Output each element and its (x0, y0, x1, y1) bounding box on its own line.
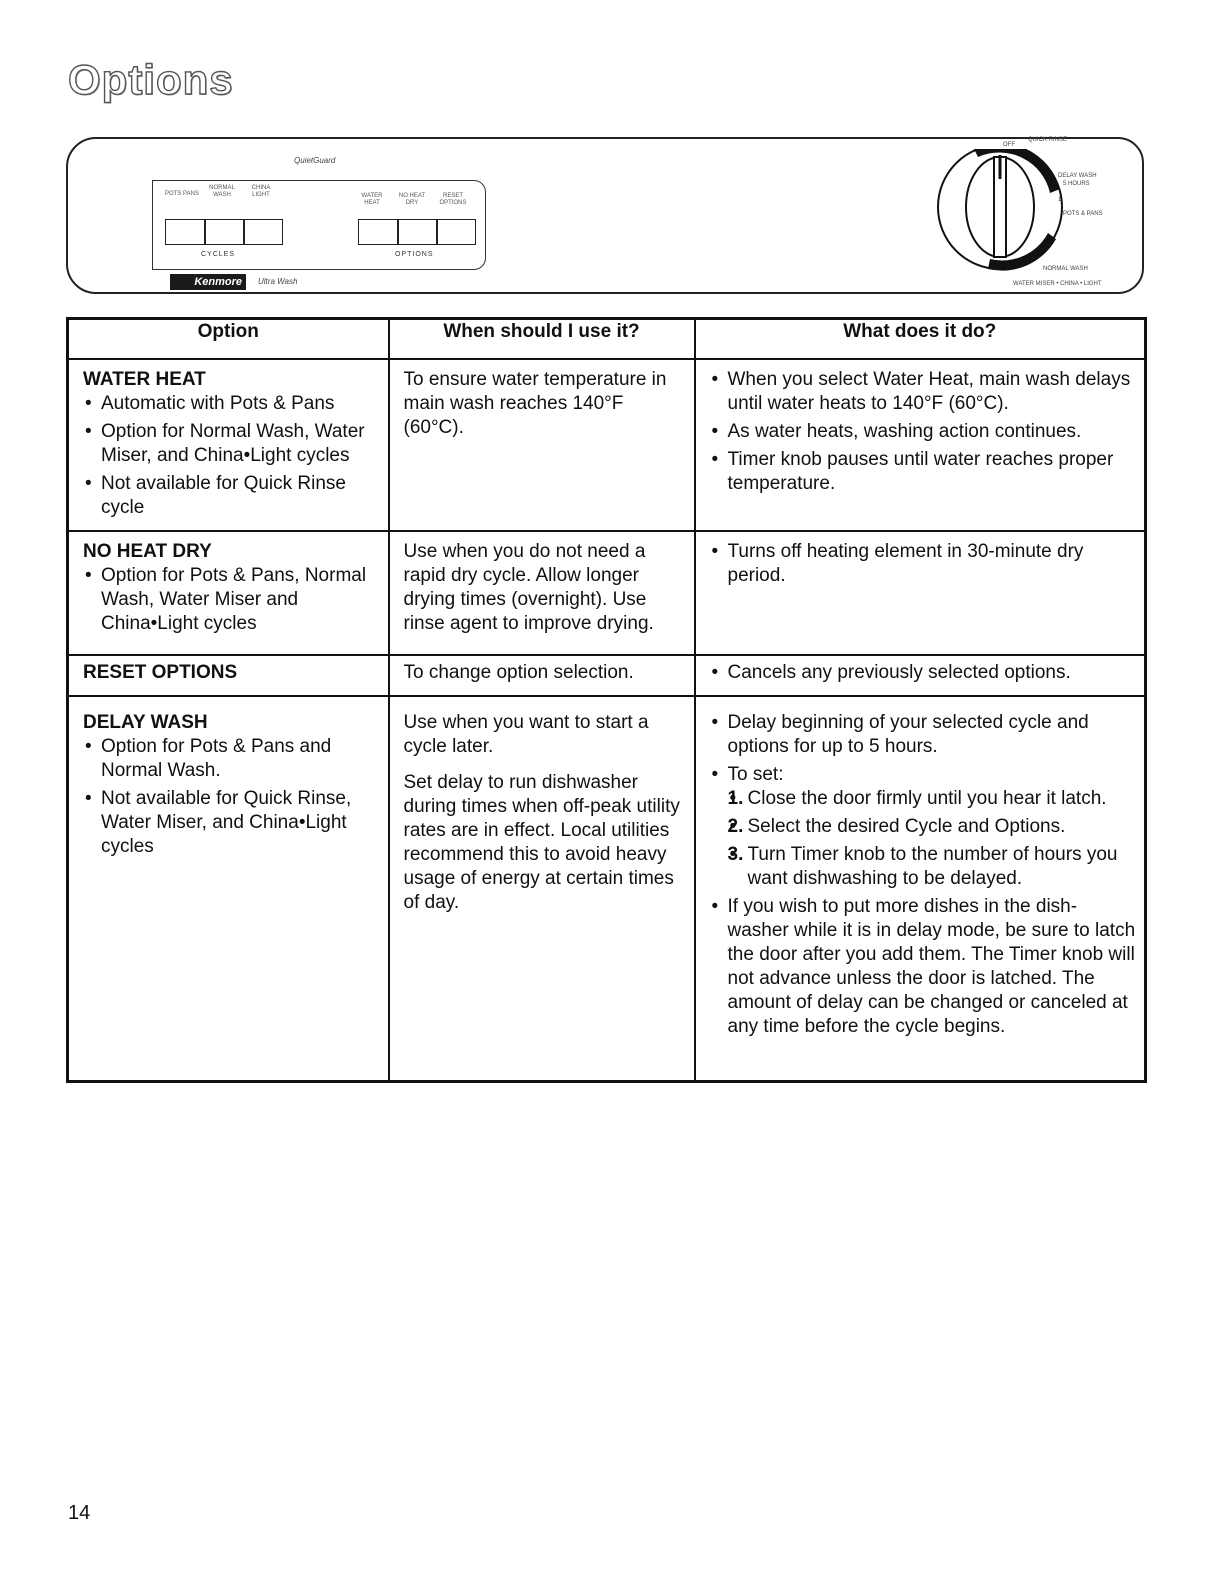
table-row (68, 531, 1146, 655)
dial-label-normal-wash: NORMAL WASH (1043, 266, 1088, 272)
table-row (68, 696, 1146, 1081)
dial-label-5-hours: 5 HOURS (1063, 181, 1090, 187)
when-cell (389, 696, 695, 1081)
cycles-group-label: CYCLES (201, 251, 236, 258)
list-item: • If you wish to put more dishes in the dish-washer while it is in delay mode, be sure to latch the door after you add them. The Timer knob will not advance unless the door is latched. The amount of delay can be changed or canceled at any time before the cycle begins. (710, 895, 1139, 1039)
option-keys (358, 219, 476, 245)
step-item (728, 843, 1139, 891)
timer-knob-dial (922, 149, 1142, 289)
ultra-wash-label: Ultra Wash (258, 277, 298, 286)
option-cell (68, 655, 389, 696)
what-cell (695, 655, 1146, 696)
key-label-normal-wash: NORMAL WASH (209, 185, 235, 198)
kenmore-logo: Kenmore (170, 274, 246, 290)
what-cell (695, 359, 1146, 531)
key-label-china-light: CHINA LIGHT (251, 185, 271, 198)
steps-list (728, 787, 1139, 891)
option-name: RESET OPTIONS (83, 662, 238, 683)
option-cell (68, 359, 389, 531)
page-number: 14 (68, 1502, 91, 1524)
what-cell (695, 696, 1146, 1081)
step-item (728, 787, 1139, 811)
step-text: Turn Timer knob to the number of hours you want dishwashing to be delayed. (747, 844, 1118, 889)
column-header-option: Option (68, 319, 389, 360)
quietguard-label: QuietGuard (294, 156, 336, 165)
options-group-label: OPTIONS (395, 251, 434, 258)
list-item: • Automatic with Pots & Pans (83, 392, 378, 416)
list-item: • Not available for Quick Rinse, Water Miser, and China•Light cycles (83, 787, 378, 859)
dial-label-quick-rinse: QUICK RINSE (1028, 137, 1068, 143)
step-text: Select the desired Cycle and Options. (747, 816, 1066, 837)
column-header-what: What does it do? (695, 319, 1146, 360)
step-item (728, 815, 1139, 839)
list-item: • When you select Water Heat, main wash delays until water heats to 140°F (60°C). (710, 368, 1135, 416)
options-table (66, 317, 1147, 1083)
step-text: Close the door firmly until you hear it latch. (747, 788, 1107, 809)
list-item (710, 763, 1139, 891)
when-text: Set delay to run dishwasher during times when off-peak utility rates are in effect. Local utilities recommend this to avoid heavy usage of energy at certain times of day. (403, 772, 680, 913)
column-header-when: When should I use it? (389, 319, 695, 360)
list-item: • Turns off heating element in 30-minute dry period. (710, 540, 1135, 588)
when-cell (389, 531, 695, 655)
touchpad-outline (152, 180, 486, 270)
option-name: DELAY WASH (83, 712, 208, 733)
cycle-keys (165, 219, 283, 245)
when-text: Use when you do not need a rapid dry cycle. Allow longer drying times (overnight). Use rinse agent to improve drying. (403, 541, 654, 634)
option-cell (68, 531, 389, 655)
what-cell (695, 531, 1146, 655)
control-panel-illustration (66, 137, 1144, 294)
list-item: • Timer knob pauses until water reaches proper temperature. (710, 448, 1135, 496)
key-label-water-heat: WATER HEAT (361, 193, 383, 206)
list-item: • Option for Normal Wash, Water Miser, and China•Light cycles (83, 420, 378, 468)
table-row (68, 359, 1146, 531)
step-number: • 3. (727, 844, 744, 865)
dial-label-off: OFF (1003, 142, 1015, 148)
step-number: • 2. (727, 816, 744, 837)
list-item: • As water heats, washing action continues. (710, 420, 1135, 444)
dial-label-pots-pans: POTS & PANS (1063, 211, 1103, 217)
list-item: • Option for Pots & Pans and Normal Wash. (83, 735, 378, 783)
when-text: To change option selection. (403, 662, 634, 683)
dial-label-water-miser: WATER MISER • CHINA • LIGHT (1013, 281, 1102, 287)
key-label-reset-options: RESET OPTIONS (439, 193, 467, 206)
list-item: • Delay beginning of your selected cycle and options for up to 5 hours. (710, 711, 1139, 759)
page-title: Options (68, 56, 234, 103)
option-name: NO HEAT DRY (83, 541, 212, 562)
when-text: To ensure water temperature in main wash reaches 140°F (60°C). (403, 369, 667, 438)
key-label-no-heat-dry: NO HEAT DRY (398, 193, 426, 206)
to-set-label: To set: (727, 764, 784, 785)
list-item: • Not available for Quick Rinse cycle (83, 472, 378, 520)
table-header-row (68, 319, 1146, 360)
when-cell (389, 359, 695, 531)
key-label-pots-pans: POTS PANS (165, 191, 199, 197)
dial-label-delay-wash: DELAY WASH (1058, 173, 1097, 179)
option-cell (68, 696, 389, 1081)
dial-label-1: 1 (1058, 197, 1062, 203)
list-item: • Cancels any previously selected options. (710, 661, 1135, 685)
when-cell (389, 655, 695, 696)
option-name: WATER HEAT (83, 369, 206, 390)
table-row (68, 655, 1146, 696)
when-text: Use when you want to start a cycle later. (403, 712, 649, 757)
step-number: • 1. (727, 788, 744, 809)
list-item: • Option for Pots & Pans, Normal Wash, Water Miser and China•Light cycles (83, 564, 378, 636)
